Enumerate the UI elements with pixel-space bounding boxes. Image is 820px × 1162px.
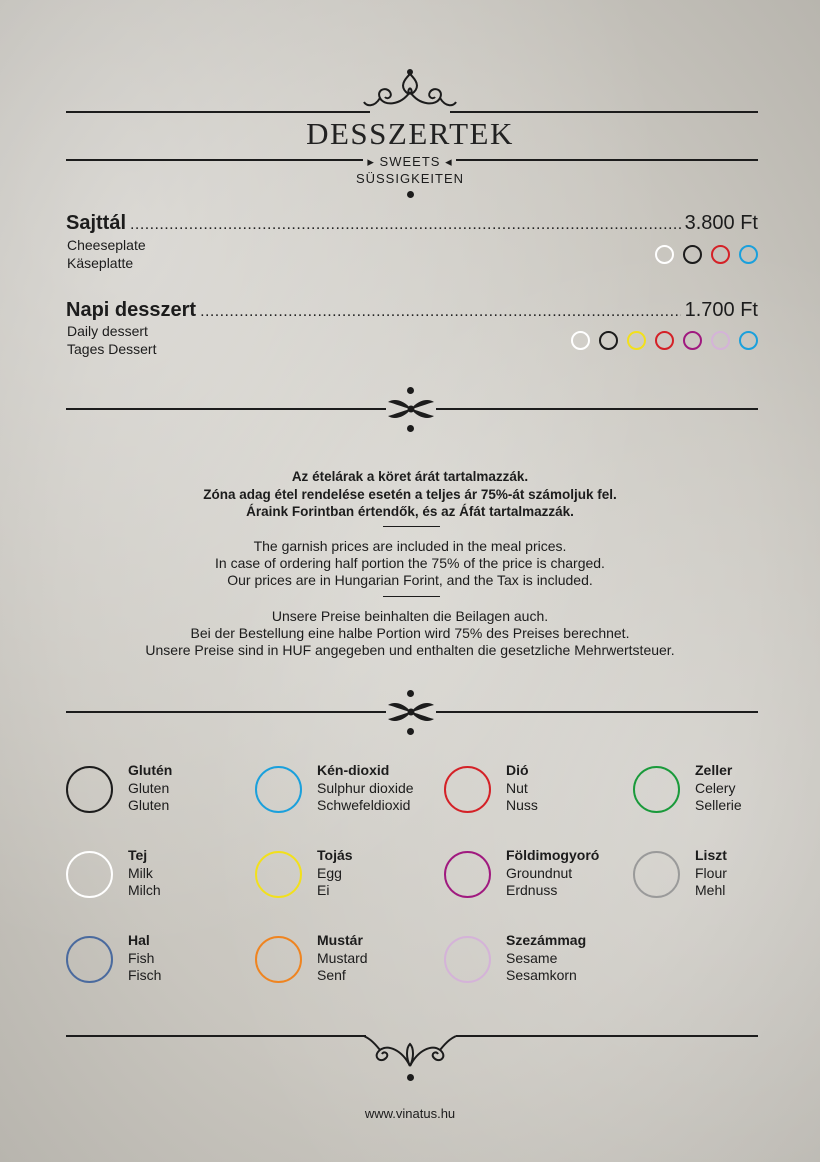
legend-label-en: Fish: [128, 949, 155, 966]
legend-labels: [317, 762, 414, 815]
footer-ornament-icon: [362, 1030, 458, 1072]
info-en-line-3: Our prices are in Hungarian Forint, and the Tax is included.: [227, 572, 593, 588]
item-name-de: Tages Dessert: [67, 340, 157, 357]
legend-label-en: Sulphur dioxide: [317, 779, 414, 796]
leader-dots: [130, 216, 681, 234]
legend-label-de: Nuss: [506, 797, 538, 813]
legend-label-de: Gluten: [128, 797, 170, 813]
legend-label-en: Nut: [506, 779, 528, 796]
legend-labels: [128, 932, 161, 985]
divider-rule-right: [436, 711, 758, 713]
nut-allergen-icon: [711, 245, 730, 264]
legend-label-en: Egg: [317, 864, 342, 881]
gluten-allergen-icon: [683, 245, 702, 264]
legend-sesame: [444, 932, 634, 996]
legend-label-en: Flour: [695, 864, 727, 881]
mustard-icon: [255, 936, 302, 983]
footer-rule-right: [456, 1035, 758, 1037]
item-allergens: [655, 245, 758, 264]
header-rule-right: [450, 111, 758, 113]
legend-labels: [128, 847, 161, 900]
page-title: DESSZERTEK: [306, 116, 514, 151]
legend-labels: [506, 847, 599, 900]
info-separator: [383, 526, 440, 527]
info-hu-line-1: Az ételárak a köret árát tartalmazzák.: [291, 469, 529, 484]
legend-label-hu: Mustár: [317, 932, 363, 948]
flourish-icon: [386, 396, 436, 422]
legend-flour: [633, 847, 783, 911]
celery-icon: [633, 766, 680, 813]
item-name: Napi desszert: [66, 299, 197, 321]
info-en-line-2: In case of ordering half portion the 75% of the price is charged.: [215, 555, 605, 571]
legend-label-de: Sellerie: [695, 797, 742, 813]
legend-mustard: [255, 932, 445, 996]
legend-nut: [444, 762, 634, 826]
header-ornament: [360, 68, 460, 116]
legend-labels: [695, 847, 727, 900]
info-en-line-1: The garnish prices are included in the meal prices.: [253, 538, 567, 554]
legend-labels: [695, 762, 742, 815]
item-name: Sajttál: [66, 212, 127, 234]
item-allergens: [571, 331, 758, 350]
legend-sulphur-dioxide: [255, 762, 445, 826]
legend-label-hu: Szezámmag: [506, 932, 587, 948]
divider-top-dot: [407, 387, 414, 394]
legend-fish: [66, 932, 256, 996]
legend-label-en: Milk: [128, 864, 153, 881]
milk-allergen-icon: [571, 331, 590, 350]
legend-label-en: Groundnut: [506, 864, 573, 881]
divider-rule-left: [66, 408, 386, 410]
subtitle-de: SÜSSIGKEITEN: [355, 171, 465, 186]
divider-top-dot: [407, 690, 414, 697]
legend-label-hu: Dió: [506, 762, 529, 778]
egg-allergen-icon: [627, 331, 646, 350]
info-hu-line-2: Zóna adag étel rendelése esetén a teljes ár 75%-át számoljuk fel.: [203, 487, 617, 502]
legend-label-hu: Liszt: [695, 847, 727, 863]
header-bottom-dot: [407, 191, 414, 198]
info-de-line-1: Unsere Preise beinhalten die Beilagen auch.: [271, 608, 549, 624]
legend-groundnut: [444, 847, 634, 911]
info-de-line-3: Unsere Preise sind in HUF angegeben und enthalten die gesetzliche Mehrwertsteuer.: [145, 642, 675, 658]
legend-label-hu: Tej: [128, 847, 148, 863]
groundnut-allergen-icon: [683, 331, 702, 350]
flour-icon: [633, 851, 680, 898]
egg-icon: [255, 851, 302, 898]
sulphur-dioxide-allergen-icon: [739, 331, 758, 350]
legend-labels: [506, 932, 586, 985]
legend-celery: [633, 762, 783, 826]
footer-rule-left: [66, 1035, 366, 1037]
legend-label-hu: Hal: [128, 932, 150, 948]
legend-label-de: Milch: [128, 882, 161, 898]
milk-allergen-icon: [655, 245, 674, 264]
legend-label-hu: Glutén: [128, 762, 173, 778]
gluten-icon: [66, 766, 113, 813]
legend-labels: [317, 847, 353, 900]
legend-label-en: Mustard: [317, 949, 368, 966]
legend-label-hu: Tojás: [317, 847, 353, 863]
sesame-allergen-icon: [711, 331, 730, 350]
website-url[interactable]: www.vinatus.hu: [364, 1106, 456, 1121]
subtitle-sweets: [0, 154, 820, 170]
legend-label-hu: Zeller: [695, 762, 733, 778]
legend-labels: [128, 762, 172, 815]
arrow-left-icon: ▸: [367, 154, 375, 169]
legend-egg: [255, 847, 445, 911]
nut-allergen-icon: [655, 331, 674, 350]
legend-label-de: Senf: [317, 967, 346, 983]
item-name-de: Käseplatte: [67, 254, 134, 271]
item-translations: [67, 237, 146, 272]
legend-milk: [66, 847, 256, 911]
fish-icon: [66, 936, 113, 983]
flourish-icon: [386, 699, 436, 725]
divider-rule-left: [66, 711, 386, 713]
legend-label-en: Gluten: [128, 779, 170, 796]
arrow-right-icon: ◂: [445, 154, 453, 169]
gluten-allergen-icon: [599, 331, 618, 350]
legend-labels: [506, 762, 538, 815]
legend-label-en: Sesame: [506, 949, 558, 966]
divider-bottom-dot: [407, 425, 414, 432]
legend-label-hu: Kén-dioxid: [317, 762, 390, 778]
leader-dots: [200, 303, 681, 321]
groundnut-icon: [444, 851, 491, 898]
legend-label-de: Fisch: [128, 967, 162, 983]
item-name-en: Cheeseplate: [67, 237, 146, 253]
item-price: 3.800 Ft: [684, 212, 758, 234]
info-separator: [383, 596, 440, 597]
header-rule-left: [66, 111, 370, 113]
info-hu-line-3: Áraink Forintban értendők, és az Áfát tartalmazzák.: [246, 504, 574, 519]
sulphur-dioxide-allergen-icon: [739, 245, 758, 264]
legend-label-de: Schwefeldioxid: [317, 797, 411, 813]
legend-label-de: Mehl: [695, 882, 726, 898]
milk-icon: [66, 851, 113, 898]
item-price: 1.700 Ft: [684, 299, 758, 321]
legend-labels: [317, 932, 368, 985]
sesame-icon: [444, 936, 491, 983]
item-name-en: Daily dessert: [67, 323, 148, 339]
legend-label-en: Celery: [695, 779, 736, 796]
legend-label-de: Erdnuss: [506, 882, 558, 898]
legend-label-de: Sesamkorn: [506, 967, 577, 983]
divider-bottom-dot: [407, 728, 414, 735]
subtitle-en: SWEETS: [379, 154, 441, 169]
legend-gluten: [66, 762, 256, 826]
divider-rule-right: [436, 408, 758, 410]
legend-label-hu: Földimogyoró: [506, 847, 600, 863]
info-de-line-2: Bei der Bestellung eine halbe Portion wird 75% des Preises berechnet.: [190, 625, 630, 641]
legend-label-de: Ei: [317, 882, 330, 898]
item-translations: [67, 323, 156, 358]
footer-dot: [407, 1074, 414, 1081]
menu-item-sajttal: [66, 212, 758, 235]
nut-icon: [444, 766, 491, 813]
menu-item-napi-desszert: [66, 299, 758, 322]
sulphur-dioxide-icon: [255, 766, 302, 813]
